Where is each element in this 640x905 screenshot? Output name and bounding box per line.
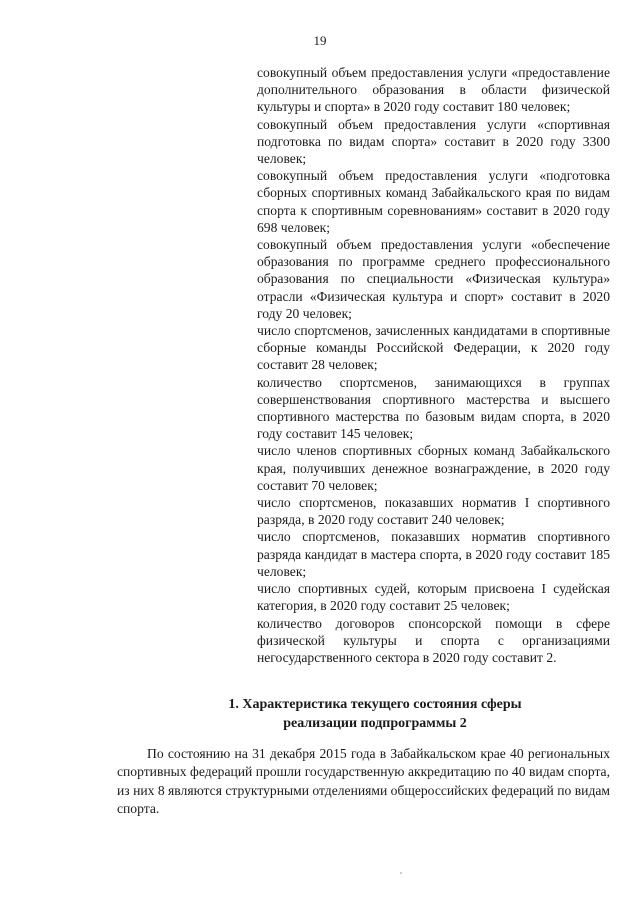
indicator-item: число спортсменов, показавших норматив I спортивного разряда, в 2020 году составит 240 человек; [257, 495, 610, 528]
indicator-item: число спортсменов, зачисленных кандидатами в спортивные сборные команды Российской Федерации, к 2020 году составит 28 человек; [257, 323, 610, 373]
section-heading-line: реализации подпрограммы 2 [283, 716, 467, 731]
page-number: 19 [313, 33, 327, 48]
indicator-item: число членов спортивных сборных команд Забайкальского края, получивших денежное вознаграждение, в 2020 году составит 70 человек; [257, 443, 610, 493]
indicator-item: число спортсменов, показавших норматив спортивного разряда кандидат в мастера спорта, в 2020 году составит 185 человек; [257, 529, 610, 579]
indicator-item: совокупный объем предоставления услуги «предоставление дополнительного образования в области физической культуры и спорта» в 2020 году составит 180 человек; [257, 65, 610, 115]
indicator-list [257, 64, 610, 666]
indicator-item: совокупный объем предоставления услуги «подготовка сборных спортивных команд Забайкальского края по видам спорта к спортивным соревнованиям» составит в 2020 году 698 человек; [257, 168, 610, 235]
section-heading [200, 695, 550, 733]
scan-artifact-dot [400, 872, 402, 874]
section-heading-line: 1. Характеристика текущего состояния сферы [228, 697, 522, 712]
body-paragraph: По состоянию на 31 декабря 2015 года в Забайкальском крае 40 региональных спортивных федераций прошли государственную аккредитацию по 40 видам спорта, из них 8 являются структурными отделениями общероссийских федераций по видам спорта. [117, 746, 610, 817]
indicator-item: совокупный объем предоставления услуги «обеспечение образования по программе среднего профессионального образования по специальности «Физическая культура» отрасли «Физическая культура и спорт» составит в 2020 году 20 человек; [257, 237, 610, 321]
indicator-item: количество спортсменов, занимающихся в группах совершенствования спортивного мастерства и высшего спортивного мастерства по базовым видам спорта, в 2020 году составит 145 человек; [257, 374, 610, 442]
indicator-item: число спортивных судей, которым присвоена I судейская категория, в 2020 году составит 25 человек; [257, 581, 610, 614]
indicator-item: количество договоров спонсорской помощи в сфере физической культуры и спорта с организациями негосударственного сектора в 2020 году составит 2. [257, 615, 610, 665]
indicator-item: совокупный объем предоставления услуги «спортивная подготовка по видам спорта» составит в 2020 году 3300 человек; [257, 116, 610, 167]
